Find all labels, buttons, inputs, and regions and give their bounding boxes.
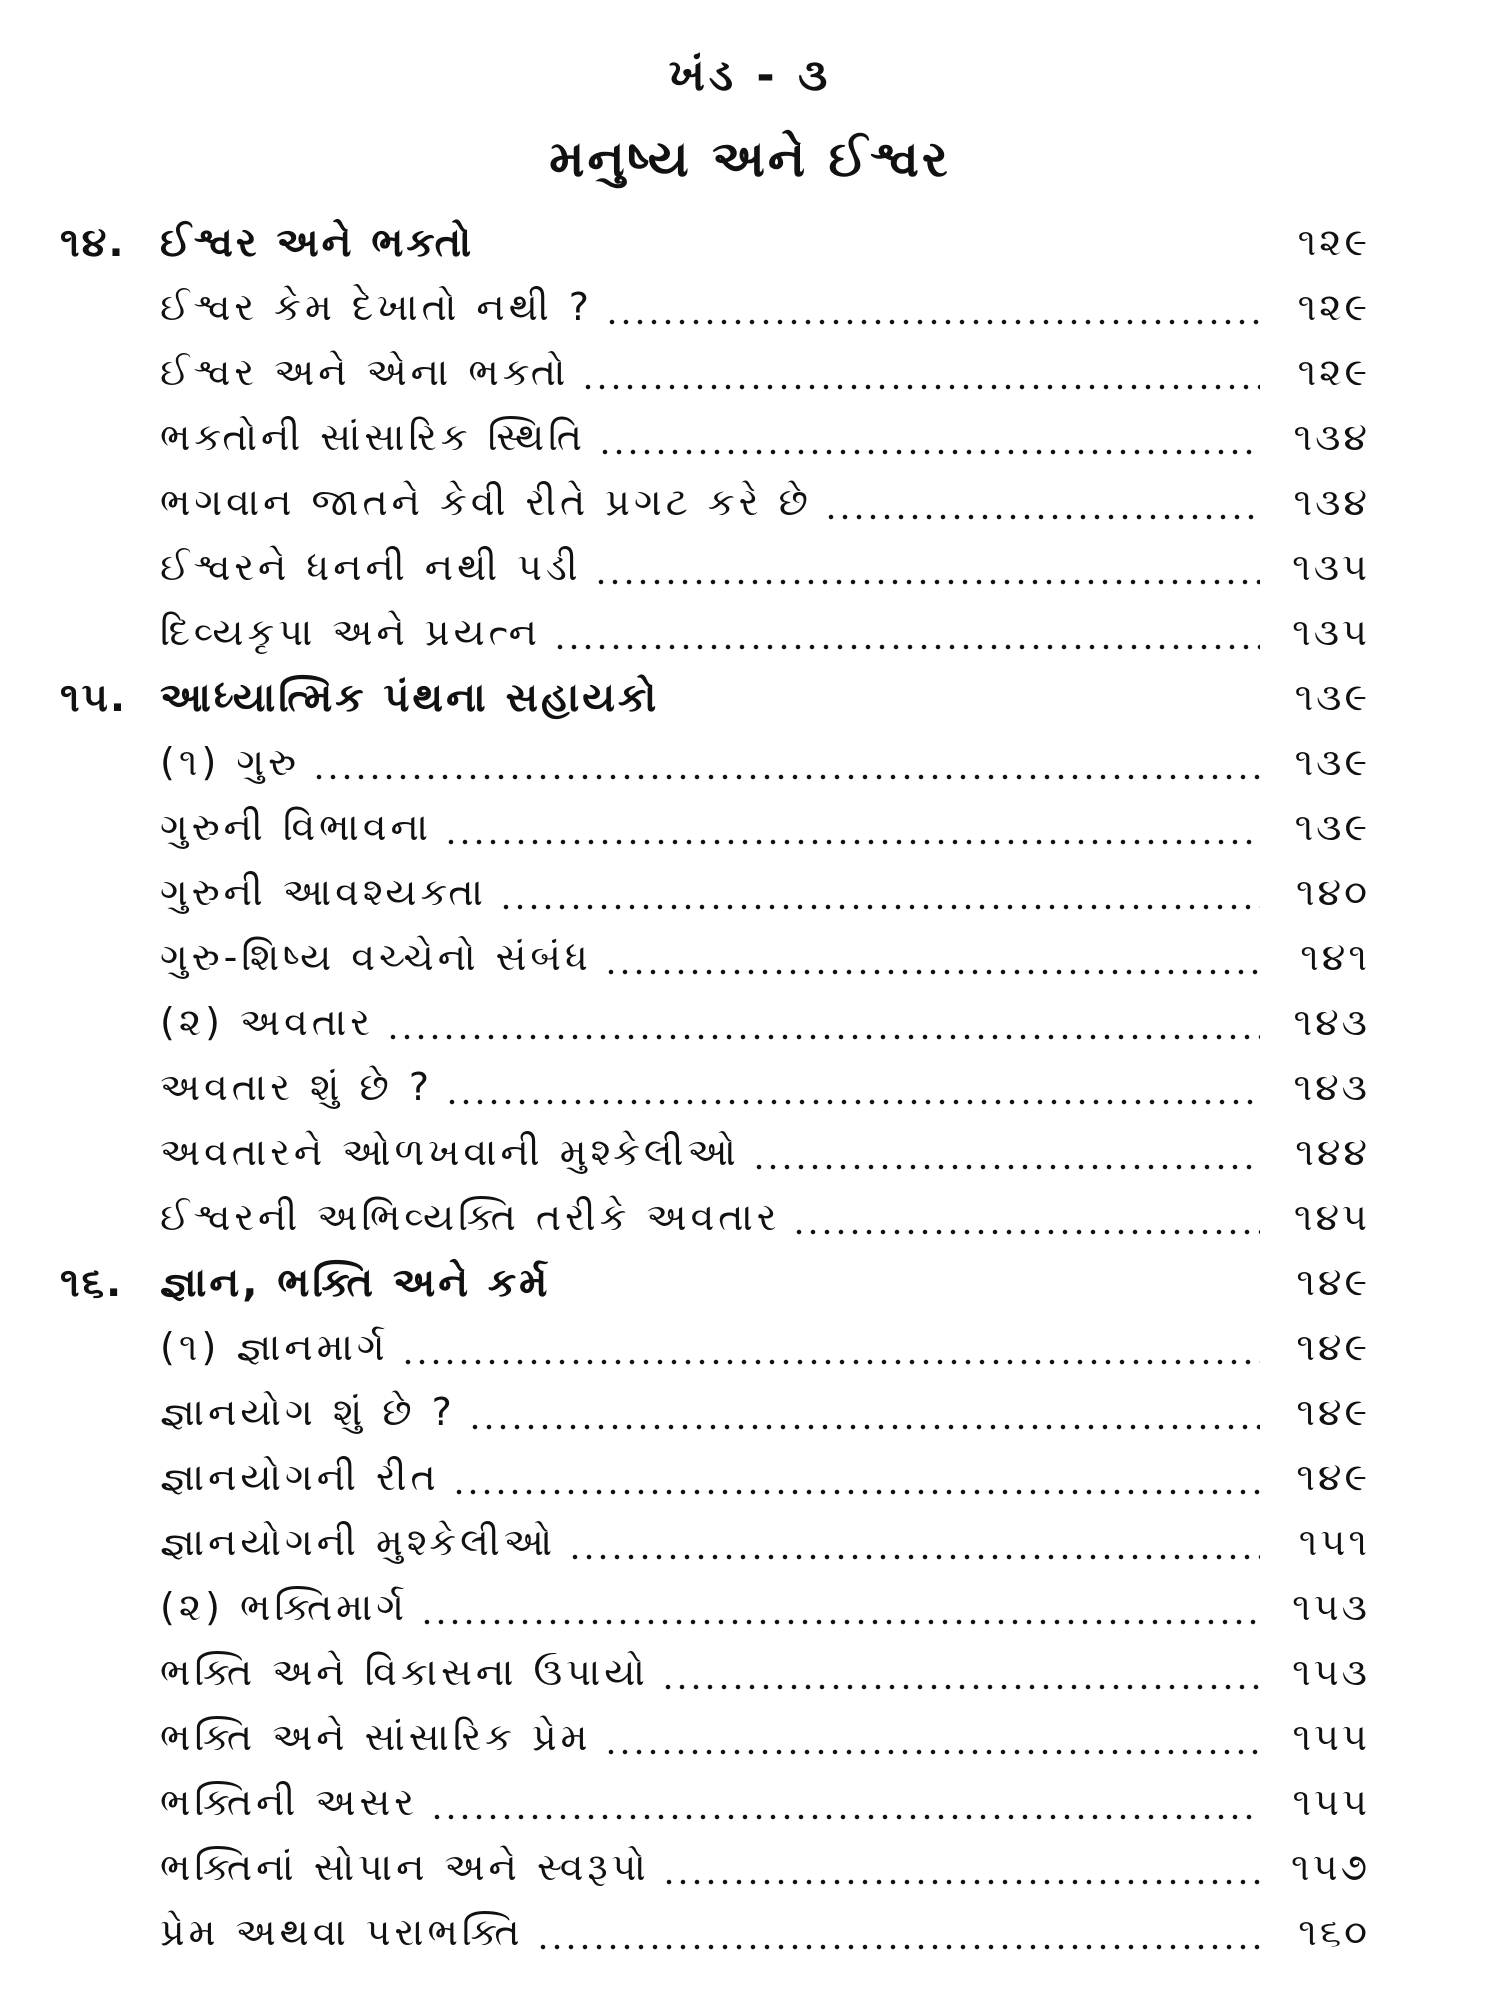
- dot-leader: [444, 838, 1260, 846]
- page-number: ૧૪૯: [1296, 1455, 1370, 1499]
- page-number: ૧૪૦: [1295, 870, 1370, 914]
- toc-entry: [60, 275, 1370, 340]
- toc-entry: [60, 535, 1370, 600]
- part-title: મનુષ્ય અને ઈશ્વર: [549, 130, 951, 188]
- toc-entry: [60, 600, 1370, 665]
- page-number: ૧૪૪: [1295, 1130, 1370, 1174]
- page-number: ૧૪૯: [1296, 1260, 1370, 1304]
- page-number: ૧૩૪: [1293, 480, 1370, 524]
- chapter-row: [60, 210, 1370, 275]
- toc-entry: [60, 1900, 1370, 1965]
- dot-leader: [598, 448, 1260, 456]
- chapter-number: ૧૬.: [60, 1259, 124, 1306]
- chapter-title: જ્ઞાન, ભક્તિ અને કર્મ: [160, 1259, 551, 1306]
- dot-leader: [605, 318, 1260, 326]
- entry-title: જ્ઞાનયોગ શું છે ?: [160, 1390, 468, 1435]
- page-number: ૧૩૯: [1294, 740, 1370, 784]
- dot-leader: [386, 1033, 1260, 1041]
- entry-title: ઈશ્વરને ધનની નથી પડી: [160, 545, 594, 590]
- toc-entry: [60, 340, 1370, 405]
- chapter-row: [60, 665, 1370, 730]
- dot-leader: [824, 513, 1260, 521]
- entry-title: ઈશ્વરની અભિવ્યક્તિ તરીકે અવતાર: [160, 1195, 792, 1240]
- page-number: ૧૫૫: [1292, 1780, 1370, 1824]
- dot-leader: [452, 1488, 1260, 1496]
- entry-title: (૨) ભક્તિમાર્ગ: [160, 1585, 420, 1630]
- page-number: ૧૨૯: [1297, 350, 1370, 394]
- toc-entry: [60, 1185, 1370, 1250]
- entry-title: અવતાર શું છે ?: [160, 1065, 445, 1110]
- toc-entry: [60, 1770, 1370, 1835]
- entry-title: પ્રેમ અથવા પરાભક્તિ: [160, 1910, 536, 1955]
- part-label: ખંડ - ૩: [668, 50, 832, 101]
- page-number: ૧૫૩: [1292, 1650, 1370, 1694]
- chapter-title: ઈશ્વર અને ભક્તો: [160, 219, 475, 266]
- dot-leader: [661, 1683, 1260, 1691]
- entry-title: ગુરુની વિભાવના: [160, 805, 444, 850]
- entry-title: ગુરુ-શિષ્ય વચ્ચેનો સંબંધ: [160, 935, 604, 980]
- toc-entry: [60, 1835, 1370, 1900]
- toc-entry: [60, 925, 1370, 990]
- page-number: ૧૪૯: [1296, 1390, 1370, 1434]
- page-number: ૧૫૩: [1292, 1585, 1370, 1629]
- dot-leader: [604, 968, 1260, 976]
- page-number: ૧૪૫: [1293, 1195, 1370, 1239]
- page-number: ૧૩૪: [1293, 415, 1370, 459]
- toc-entry: [60, 1380, 1370, 1445]
- toc-entry: [60, 405, 1370, 470]
- page-number: ૧૫૫: [1292, 1715, 1370, 1759]
- toc-entry: [60, 1705, 1370, 1770]
- entry-title: અવતારને ઓળખવાની મુશ્કેલીઓ: [160, 1130, 752, 1175]
- page-number: ૧૨૯: [1297, 220, 1370, 264]
- page-number: ૧૪૩: [1293, 1065, 1370, 1109]
- dot-leader: [468, 1423, 1260, 1431]
- dot-leader: [312, 773, 1260, 781]
- dot-leader: [604, 1748, 1261, 1756]
- dot-leader: [792, 1228, 1260, 1236]
- entry-title: જ્ઞાનયોગની મુશ્કેલીઓ: [160, 1520, 568, 1565]
- entry-title: ભક્તિની અસર: [160, 1780, 430, 1825]
- page-number: ૧૬૦: [1298, 1910, 1370, 1954]
- page-number: ૧૪૯: [1296, 1325, 1370, 1369]
- page-number: ૧૫૭: [1291, 1845, 1370, 1889]
- dot-leader: [445, 1098, 1260, 1106]
- toc-entry: [60, 1640, 1370, 1705]
- page-number: ૧૪૧: [1300, 935, 1370, 979]
- dot-leader: [568, 1553, 1260, 1561]
- toc-entry: [60, 1445, 1370, 1510]
- chapter-number: ૧૫.: [60, 674, 128, 721]
- toc-entry: [60, 1055, 1370, 1120]
- dot-leader: [499, 903, 1260, 911]
- entry-title: (૨) અવતાર: [160, 1000, 386, 1045]
- entry-title: ભક્તિ અને વિકાસના ઉપાયો: [160, 1650, 661, 1695]
- dot-leader: [536, 1943, 1260, 1951]
- page-number: ૧૨૯: [1297, 285, 1370, 329]
- dot-leader: [594, 578, 1260, 586]
- entry-title: ઈશ્વર અને એના ભક્તો: [160, 350, 581, 395]
- dot-leader: [662, 1878, 1260, 1886]
- entry-title: ગુરુની આવશ્યક્તા: [160, 870, 499, 915]
- dot-leader: [581, 383, 1260, 391]
- entry-title: દિવ્યકૃપા અને પ્રયત્ન: [160, 610, 553, 655]
- dot-leader: [430, 1813, 1260, 1821]
- toc-entry: [60, 795, 1370, 860]
- entry-title: ઈશ્વર કેમ દેખાતો નથી ?: [160, 285, 605, 330]
- chapter-title: આધ્યાત્મિક પંથના સહાયકો: [160, 674, 660, 721]
- chapter-row: [60, 1250, 1370, 1315]
- dot-leader: [420, 1618, 1260, 1626]
- page-number: ૧૩૫: [1292, 545, 1370, 589]
- dot-leader: [752, 1163, 1260, 1171]
- page-number: ૧૪૩: [1293, 1000, 1370, 1044]
- entry-title: ભક્તોની સાંસારિક સ્થિતિ: [160, 415, 598, 460]
- toc-entry: [60, 990, 1370, 1055]
- page-number: ૧૩૯: [1294, 675, 1370, 719]
- page-number: ૧૩૯: [1294, 805, 1370, 849]
- toc-entry: [60, 1575, 1370, 1640]
- toc-entry: [60, 470, 1370, 535]
- page-number: ૧૩૫: [1292, 610, 1370, 654]
- dot-leader: [553, 643, 1260, 651]
- toc-entry: [60, 860, 1370, 925]
- chapter-number: ૧૪.: [60, 219, 126, 266]
- table-of-contents: [60, 210, 1370, 1965]
- page-number: ૧૫૧: [1298, 1520, 1370, 1564]
- entry-title: ભગવાન જાતને કેવી રીતે પ્રગટ કરે છે: [160, 480, 824, 525]
- dot-leader: [401, 1358, 1260, 1366]
- entry-title: (૧) ગુરુ: [160, 740, 312, 785]
- toc-entry: [60, 1120, 1370, 1185]
- toc-entry: [60, 1510, 1370, 1575]
- entry-title: (૧) જ્ઞાનમાર્ગ: [160, 1325, 401, 1370]
- toc-entry: [60, 1315, 1370, 1380]
- toc-entry: [60, 730, 1370, 795]
- entry-title: ભક્તિનાં સોપાન અને સ્વરૂપો: [160, 1845, 662, 1890]
- entry-title: ભક્તિ અને સાંસારિક પ્રેમ: [160, 1715, 604, 1760]
- entry-title: જ્ઞાનયોગની રીત: [160, 1455, 452, 1500]
